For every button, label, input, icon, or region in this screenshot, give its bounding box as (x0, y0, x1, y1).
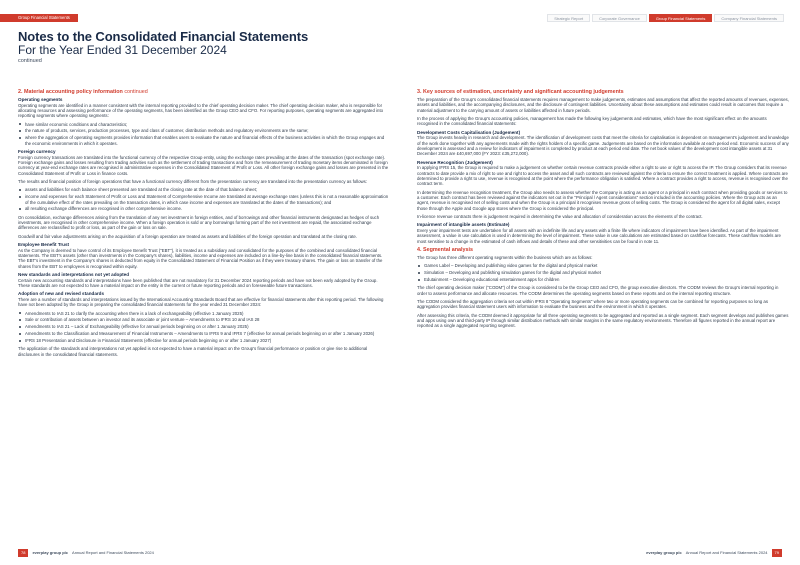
section-tag: Group Financial Statements (0, 14, 78, 22)
paragraph: The chief operating decision maker ("CODM") of the Group is considered to be the Group CEO and CFO, the group executive directors. The CODM reviews the Group's internal reporting in order to assess performance and allocate resources. The CODM determines the operating segments based on these reports and on the internal reporting structure. (417, 285, 779, 296)
subheading-impairment: Impairment of intangible assets (Estimate) (417, 222, 510, 228)
paragraph: After assessing this criteria, the CODM deemed it appropriate for all three operating segments to be aggregated and reported as a single segment. Each segment develops and publishes games and apps using own and third-party IP through similar distribution methods with similar margins in the same regulatory environments. Therefore all figures reported in the annual report are reported as a single aggregated reporting segment. (417, 312, 789, 329)
paragraph: Every year impairment tests are undertaken for all assets with an indefinite life and any assets with a finite life where indicators of impairment have been identified. As part of the impairment assessment, a value in use calculation is used in determining the level of impairment. These value in use calculations are estimated based on cashflow forecasts. These cashflow models are most sensitive to a change in the estimated of cash inflows and details of these and other sensitivities can be found in note 11. (417, 227, 781, 244)
subheading-revenue-recognition: Revenue Recognition (Judgement) (417, 159, 493, 165)
list-item: the nature of products, services, production processes, type and class of customer, distribution methods and regulatory environments are the same; (18, 128, 390, 133)
paragraph: As the Company is deemed to have control of its Employee Benefit Trust ("EBT"), it is treated as a subsidiary and consolidated for the purposes of the combined and consolidated financial statements. The EBT's assets (other than investments in the Company's shares), liabilities, income and expenses are included on a line-by-line basis in the consolidated financial statements. The EBT's investment in the Company's shares is deducted from equity in the Consolidated Statement of Financial Position as if they were treasury shares. The gain or loss on transfer of the shares from the EBT to employees is recognised within equity. (18, 247, 383, 269)
footer-brand: everplay group plc (646, 550, 682, 555)
paragraph: Goodwill and fair value adjustments arising on the acquisition of a foreign operation are treated as assets and liabilities of the foreign operation and translated at the closing rate. (18, 233, 358, 239)
paragraph: Foreign currency transactions are translated into the functional currency of the respective Group entity, using the exchange rates prevailing at the dates of the transaction (spot exchange rate). Foreign exchange gains and losses resulting from trading activities such as the settlement of trading transactions and from the remeasurement of trading monetary items denominated in foreign currency at year-end exchange rates are recognised in administrative expenses in the Consolidated Statement of Profit or Loss. All other foreign exchange gains and losses are presented in the Consolidated Statement of Profit or Loss in finance costs. (18, 154, 389, 176)
section-heading-3: 3. Key sources of estimation, uncertainty and significant accounting judgements (417, 89, 624, 95)
list-item: Amendments to IAS 21 – Lack of Exchangeability (effective for annual periods beginning on or after 1 January 2025) (18, 324, 390, 329)
paragraph: The CODM considered the aggregation criteria set out within IFRS 8 "Operating Segments" where two or more operating segments can be combined for reporting purposes so long as aggregation provides financial statement users with information to evaluate the business and the environment in which it operates. (417, 299, 769, 310)
section-nav (547, 14, 784, 22)
footer-doc-title: Annual Report and Financial Statements 2024 (72, 550, 154, 555)
right-column (417, 89, 789, 332)
bullet-list (18, 122, 390, 146)
paragraph: Certain new accounting standards and interpretations have been published that are not mandatory for 31 December 2024 reporting periods and have not been early adopted by the Group. These standards are not expected to have a material impact on the entity in the current or future reporting periods and on foreseeable future transactions. (18, 277, 378, 288)
list-item: income and expenses for each Statement of Profit or Loss and Statement of Comprehensive Income are translated at average exchange rates (unless this is not a reasonable approximation of the cumulative effect of the rates prevailing on the transaction dates, in which case income and expenses are translated at the dates of the transactions); and (18, 194, 390, 205)
page-number: 79 (772, 549, 782, 557)
title-block (18, 30, 718, 65)
list-item: Games Label – Developing and publishing video games for the digital and physical market (417, 263, 789, 268)
nav-tab-group-financial-statements[interactable]: Group Financial Statements (649, 14, 713, 22)
page-number: 78 (18, 549, 28, 557)
paragraph: There are a number of standards and interpretations issued by the International Accounting Standards Board that are effective for financial statements after this reporting period. The following have not been adopted by the Group in preparing the consolidated financial statements for the year ended 31 December 2024: (18, 296, 384, 308)
list-item: where the aggregation of operating segments provides information that enables users to evaluate the nature and financial effects of the business activities in which the Group engages and the economic environments in which it operates. (18, 135, 390, 146)
bullet-list (18, 187, 390, 211)
paragraph: In-licence revenue contracts there is judgement required in determining the value and allocation of consideration across the elements of the contract. (417, 214, 703, 220)
paragraph: On consolidation, exchange differences arising from the translation of any net investment in foreign entities, and of borrowings and other financial instruments designated as hedges of such investments, are recognised in other comprehensive income. When a foreign operation is sold or any borrowings forming part of the net investment are repaid, the associated exchange differences are reclassified to profit or loss, as part of the gain or loss on sale. (18, 214, 380, 231)
bullet-list (18, 311, 390, 344)
list-item: assets and liabilities for each balance sheet presented are translated at the closing rate at the date of that balance sheet; (18, 187, 390, 192)
footer-doc-title: Annual Report and Financial Statements 2024 (685, 550, 768, 555)
section-heading-continued: continued (124, 89, 148, 95)
paragraph: In determining the revenue recognition treatment, the Group also needs to assess whether the Company is acting as an agent or a principal in each contract when providing goods or services to a customer. Each contract has been reviewed against the indicators set out in the "Principal / Agent considerations" section included in the accounting policies. Where the Group acts as an agent, revenue is recognised net of selling costs and when the Group is a principal it recognises revenue gross of selling costs. The Group is considered the agent for all digital sales, except those through the Apple and Google app stores where the Group is considered the principal. (417, 189, 788, 211)
subheading-operating-segments: Operating segments (18, 97, 63, 102)
paragraph: The application of the standards and interpretations not yet applied is not expected to have a material impact on the Group's financial performance or position or give rise to additional disclosures in the consolidated financial statements. (18, 346, 368, 357)
subheading-adoption: Adoption of new and revised standards (18, 291, 105, 297)
list-item: Amendments to IAS 21 to clarify the accounting when there is a lack of exchangeability (effective 1 January 2025) (18, 311, 390, 316)
paragraph: In applying IFRS 15, the Group is required to make a judgement on whether certain revenue contracts provide either a right to use or right to access the IP. The Group considers that its revenue contracts to date provide a mix of right to use and right to access the asset and all such contracts are reviewed against the criteria to ensure the correct treatment is applied. Where contracts are determined to provide a right to use, revenue is recognised at the point where the performance obligation is satisfied. Where a contract provides a right to access, revenue is recognised over the contract term. (417, 165, 788, 187)
top-bar (0, 0, 800, 22)
continued-label: continued (18, 58, 42, 64)
nav-tab-strategic-report[interactable]: Strategic Report (547, 14, 590, 22)
paragraph: The Group has three different operating segments within the business which are as follows: (417, 255, 593, 260)
subheading-foreign-currency: Foreign currency (18, 149, 56, 154)
paragraph: Operating segments are identified in a manner consistent with the internal reporting provided to the chief operating decision maker. The chief operating decision maker, who is responsible for allocating resources and assessing performance of the operating segments, has been identified as the Group CEO and CFO. For reporting purposes, operating segments are aggregated into reporting segments where operating segments: (18, 102, 384, 119)
list-item: Edutainment – Developing educational entertainment apps for children (417, 277, 789, 282)
list-item: have similar economic conditions and characteristics; (18, 122, 390, 127)
paragraph: The Group invests heavily in research and development. The identification of development costs that meet the criteria for capitalisation is dependent on management's judgement and knowledge of the work done together with any agreements made with the rights holders of a specific game. Judgements are based on the information available at each period end. Economic success of any development is assessed and a review for indicators of impairment is completed by product at each period end date. The net book values of the development cost intangible assets at 31 December 2024 are £40,697,000 (FY 2023: £35,272,000). (417, 135, 789, 157)
nav-tab-company-financial-statements[interactable]: Company Financial Statements (714, 14, 784, 22)
paragraph: The results and financial position of foreign operations that have a functional currency different from the presentation currency are translated into the presentation currency as follows: (18, 178, 368, 184)
subheading-new-standards: New standards and interpretations not yet adopted (18, 272, 130, 278)
subheading-development-costs: Development Costs Capitalisation (Judgement) (417, 129, 521, 135)
left-column (18, 89, 390, 360)
section-heading-text: 2. Material accounting policy information (18, 89, 123, 95)
section-heading-2 (18, 89, 390, 96)
footer-right (646, 549, 782, 557)
page-subtitle: For the Year Ended 31 December 2024 (18, 43, 227, 57)
footer-brand: everplay group plc (32, 550, 69, 555)
paragraph: In the process of applying the Group's accounting policies, management has made the following key judgements and estimates, which have the most significant effect on the amounts recognised in the consolidated financial statements: (417, 116, 767, 127)
list-item: IFRS 18 Presentation and Disclosure in Financial Statements (effective for annual periods beginning on or after 1 January 2027) (18, 338, 390, 343)
list-item: Sale or contribution of assets between an investor and its associate or joint venture – Amendments to IFRS 10 and IAS 28 (18, 317, 390, 322)
bullet-list (417, 263, 789, 282)
footer-left (18, 549, 154, 557)
page-title: Notes to the Consolidated Financial Statements (18, 29, 309, 44)
subheading-employee-benefit-trust: Employee Benefit Trust (18, 242, 70, 248)
section-heading-4: 4. Segmental analysis (417, 247, 474, 253)
paragraph: The preparation of the Group's consolidated financial statements requires management to make judgements, estimates and assumptions that affect the reported amounts of revenues, expenses, assets and liabilities, and the accompanying disclosures, and the disclosure of contingent liabilities. Uncertainty about these assumptions and estimates could result in outcomes that require a material adjustment to the carrying amount of assets or liabilities affected in future periods. (417, 97, 789, 113)
list-item: Simulation – Developing and publishing simulation games for the digital and physical market (417, 270, 789, 275)
list-item: Amendments to the Classification and Measurement of Financial Instruments – Amendments to IFRS 9 and IFRS 7 (effective for annual periods beginning on or after 1 January 2026) (18, 331, 390, 336)
list-item: all resulting exchange differences are recognised in other comprehensive income. (18, 206, 390, 211)
nav-tab-corporate-governance[interactable]: Corporate Governance (592, 14, 647, 22)
